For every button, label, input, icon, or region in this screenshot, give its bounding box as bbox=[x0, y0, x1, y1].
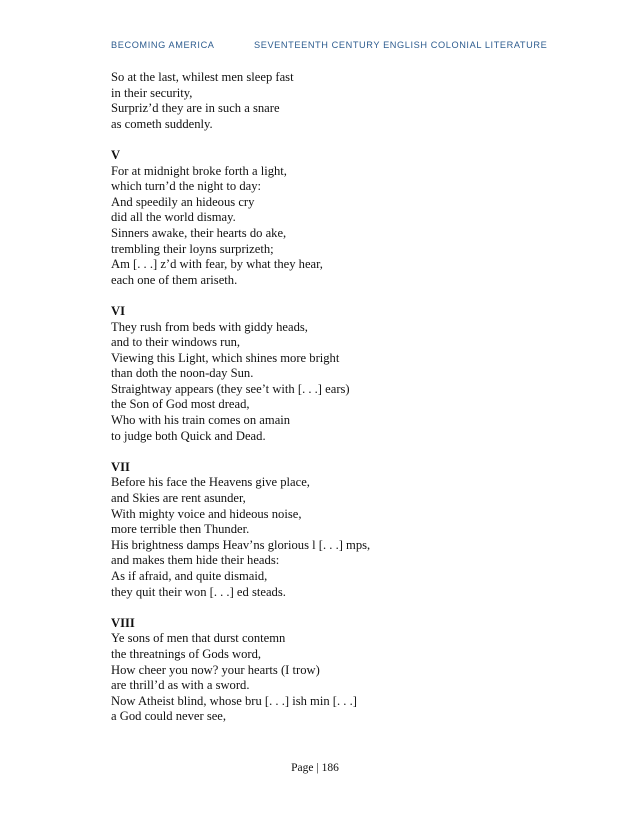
stanza-number: V bbox=[111, 147, 121, 162]
poem-line: each one of them ariseth. bbox=[111, 272, 238, 287]
poem-line: Who with his train comes on amain bbox=[111, 413, 291, 428]
poem-line: a God could never see, bbox=[111, 709, 227, 724]
poem-line: His brightness damps Heav’ns glorious l [. . .] mps, bbox=[111, 537, 371, 552]
poem-line: For at midnight broke forth a light, bbox=[111, 163, 287, 178]
poem-line: Sinners awake, their hearts do ake, bbox=[111, 225, 287, 240]
page-footer bbox=[0, 762, 630, 774]
poem-line: Viewing this Light, which shines more bright bbox=[111, 350, 340, 365]
poem-line: did all the world dismay. bbox=[111, 210, 236, 225]
poem-line: With mighty voice and hideous noise, bbox=[111, 506, 302, 521]
poem-line: in their security, bbox=[111, 85, 193, 100]
poem-line: are thrill’d as with a sword. bbox=[111, 678, 250, 693]
poem-line: Straightway appears (they see’t with [. . .] ears) bbox=[111, 381, 350, 396]
poem-line: the Son of God most dread, bbox=[111, 397, 250, 412]
stanza-number: VIII bbox=[111, 615, 135, 630]
poem-line: They rush from beds with giddy heads, bbox=[111, 319, 308, 334]
header-book-title: BECOMING AMERICA bbox=[111, 40, 215, 50]
poem-line: Before his face the Heavens give place, bbox=[111, 475, 310, 490]
poem-line: So at the last, whilest men sleep fast bbox=[111, 70, 294, 84]
poem-body bbox=[111, 70, 531, 741]
poem-line: as cometh suddenly. bbox=[111, 116, 213, 131]
poem-line: Surpriz’d they are in such a snare bbox=[111, 101, 280, 116]
poem-line: than doth the noon-day Sun. bbox=[111, 366, 254, 381]
poem-line: more terrible then Thunder. bbox=[111, 522, 250, 537]
poem-line: the threatnings of Gods word, bbox=[111, 646, 262, 661]
poem-line: they quit their won [. . .] ed steads. bbox=[111, 584, 286, 599]
poem-line: How cheer you now? your hearts (I trow) bbox=[111, 662, 320, 677]
stanza bbox=[111, 616, 531, 725]
header-section-title: SEVENTEENTH CENTURY ENGLISH COLONIAL LITERATURE bbox=[254, 40, 548, 50]
poem-line: and to their windows run, bbox=[111, 335, 241, 350]
stanza bbox=[111, 148, 531, 288]
poem-line: Now Atheist blind, whose bru [. . .] ish min [. . .] bbox=[111, 693, 357, 708]
stanza bbox=[111, 460, 531, 600]
running-header bbox=[111, 40, 548, 50]
poem-line: trembling their loyns surprizeth; bbox=[111, 241, 274, 256]
stanza-number: VI bbox=[111, 303, 125, 318]
page-number: Page | 186 bbox=[291, 762, 339, 774]
poem-line: And speedily an hideous cry bbox=[111, 194, 255, 209]
poem-line: which turn’d the night to day: bbox=[111, 179, 262, 194]
poem-line: to judge both Quick and Dead. bbox=[111, 428, 266, 443]
stanza bbox=[111, 70, 531, 132]
poem-line: and Skies are rent asunder, bbox=[111, 491, 246, 506]
stanza bbox=[111, 304, 531, 444]
poem-line: As if afraid, and quite dismaid, bbox=[111, 569, 268, 583]
poem-line: Ye sons of men that durst contemn bbox=[111, 631, 286, 646]
poem-line: Am [. . .] z’d with fear, by what they hear, bbox=[111, 257, 323, 272]
poem-line: and makes them hide their heads: bbox=[111, 553, 280, 568]
stanza-number: VII bbox=[111, 459, 130, 474]
